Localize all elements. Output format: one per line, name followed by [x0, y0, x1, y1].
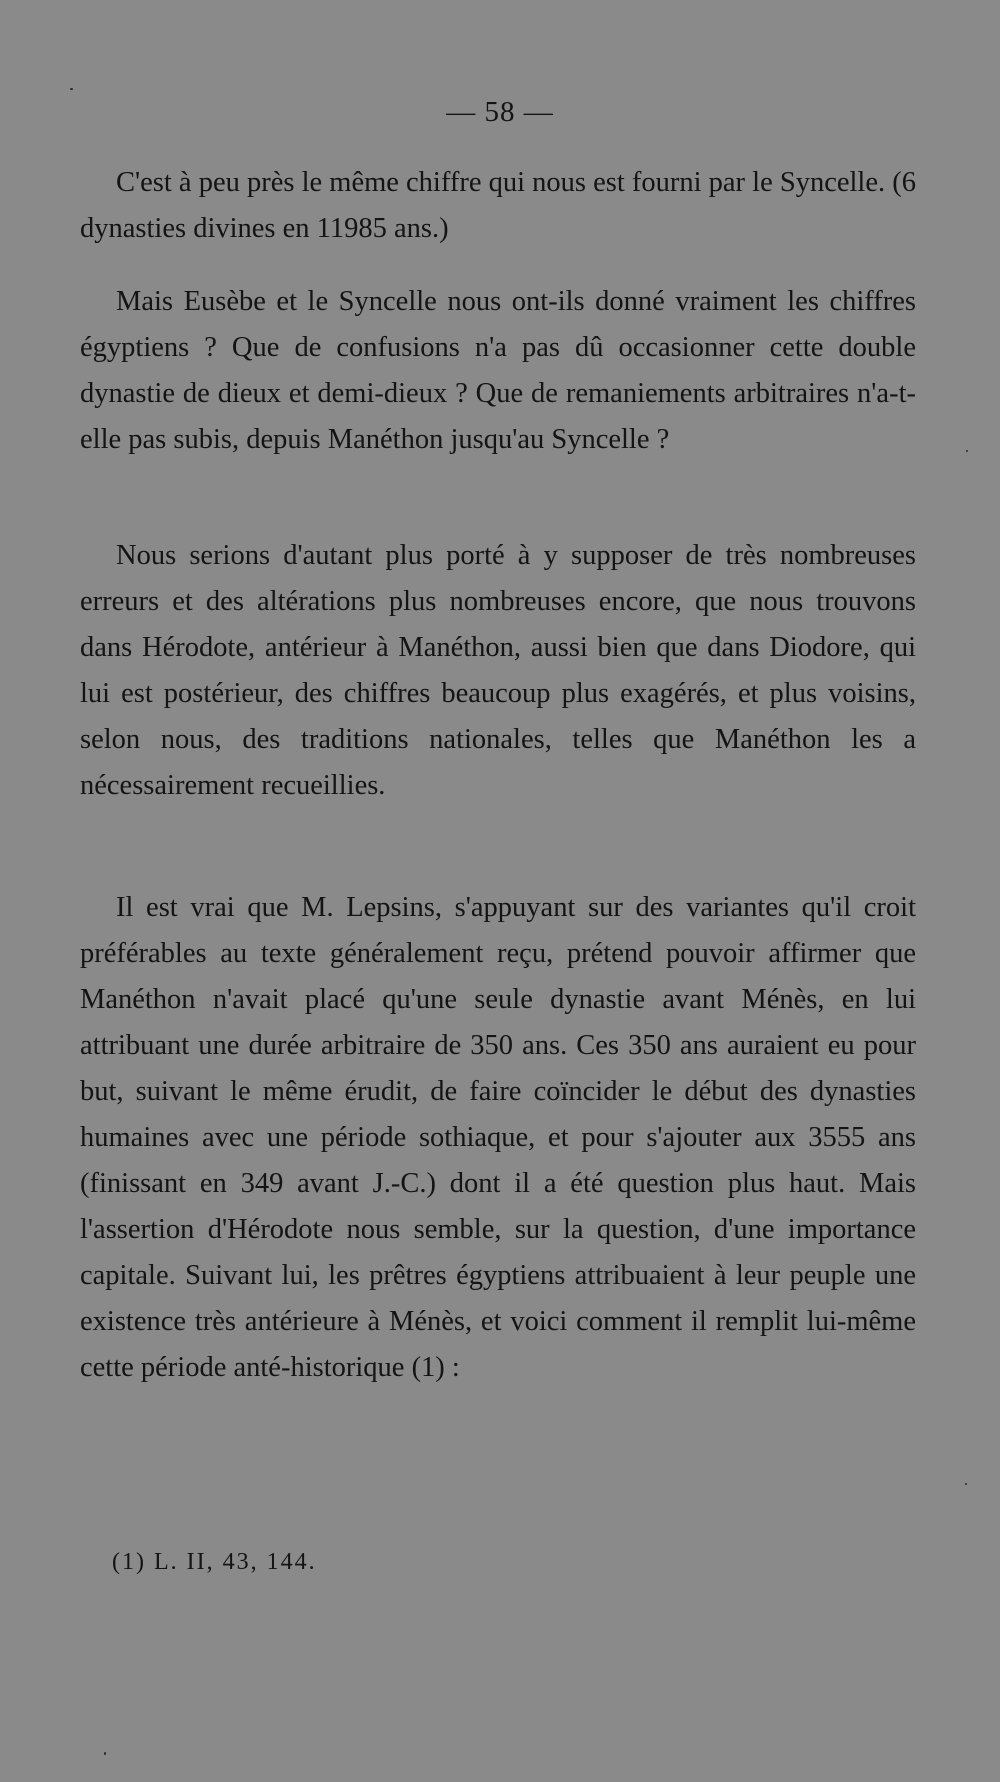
- paragraph-4: [80, 885, 916, 1391]
- paragraph-text: Mais Eusèbe et le Syncelle nous ont-ils donné vraiment les chiffres égyptiens ? Que de confusions n'a pas dû occasionner cette double dynastie de dieux et demi-dieux ? Que de remaniements arbitraires n'a-t-elle pas subis, depuis Manéthon jusqu'au Syncelle ?: [80, 286, 916, 455]
- scan-speck: [104, 1752, 106, 1755]
- scan-speck: [966, 450, 968, 452]
- paragraph-text: Il est vrai que M. Lepsins, s'appuyant sur des variantes qu'il croit préférables au texte généralement reçu, prétend pouvoir affirmer que Manéthon n'avait placé qu'une seule dynastie avant Ménès, en lui attribuant une durée arbitraire de 350 ans. Ces 350 ans auraient eu pour but, suivant le même érudit, de faire coïncider le début des dynasties humaines avec une période sothiaque, et pour s'ajouter aux 3555 ans (finissant en 349 avant J.-C.) dont il a été question plus haut. Mais l'assertion d'Hérodote nous semble, sur la question, d'une importance capitale. Suivant lui, les prêtres égyptiens attribuaient à leur peuple une existence très antérieure à Ménès, et voici comment il remplit lui-même cette période anté-historique (1) :: [80, 892, 916, 1383]
- paragraph-text: Nous serions d'autant plus porté à y supposer de très nombreuses erreurs et des altérations plus nombreuses encore, que nous trouvons dans Hérodote, antérieur à Manéthon, aussi bien que dans Diodore, qui lui est postérieur, des chiffres beaucoup plus exagérés, et plus voisins, selon nous, des traditions nationales, telles que Manéthon les a nécessairement recueillies.: [80, 540, 916, 801]
- page-number: — 58 —: [446, 96, 554, 128]
- scan-speck: [965, 1483, 967, 1485]
- footnote: (1) L. II, 43, 144.: [112, 1549, 317, 1575]
- paragraph-text: C'est à peu près le même chiffre qui nous est fourni par le Syncelle. (6 dynasties divines en 11985 ans.): [80, 167, 916, 244]
- paragraph-3: [80, 533, 916, 809]
- paragraph-2: [80, 279, 916, 463]
- paragraph-1: [80, 160, 916, 252]
- scan-speck: [70, 88, 73, 90]
